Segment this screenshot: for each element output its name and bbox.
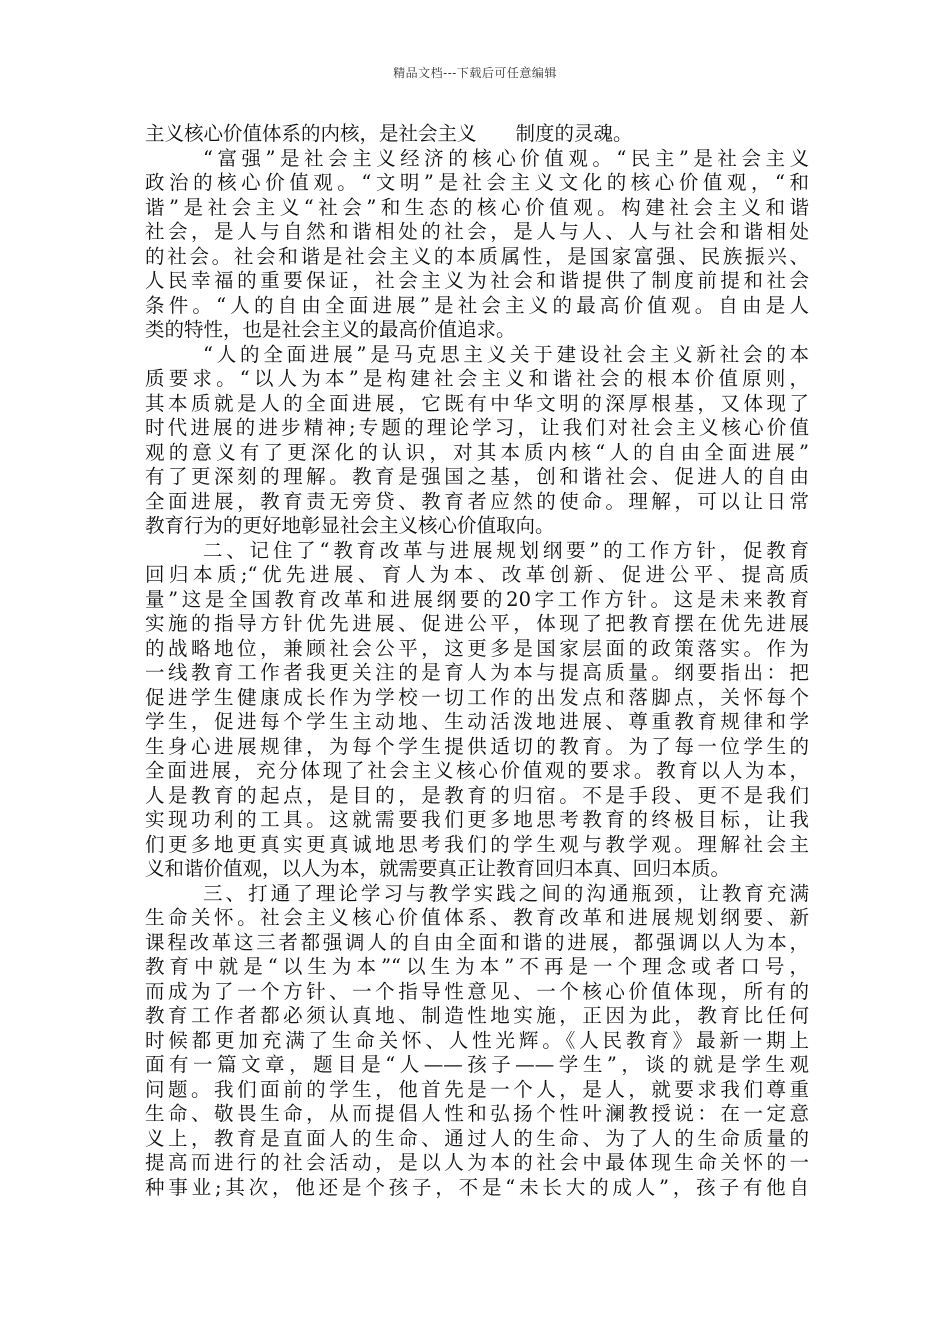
text-line: 量”这是全国教育改革和进展纲要的20字工作方针。这是未来教育 <box>145 587 809 611</box>
text-line: 教育工作者都必须认真地、制造性地实施，正因为此，教育比任何 <box>145 1004 809 1027</box>
text-line: 实现功利的工具。这就需要我们更多地思考教育的终极目标，让我 <box>145 808 809 831</box>
text-line: 课程改革这三者都强调人的自由全面和谐的进展，都强调以人为本， <box>145 930 809 954</box>
text-line: 三、打通了理论学习与教学实践之间的沟通瓶颈，让教育充满 <box>203 881 809 905</box>
text-line: 促进学生健康成长作为学校一切工作的出发点和落脚点，关怀每个 <box>145 685 809 709</box>
text-line: 问题。我们面前的学生，他首先是一个人，是人，就要求我们尊重 <box>145 1077 809 1101</box>
page-header: 精品文档---下载后可任意编辑 <box>393 66 557 80</box>
text-line: 类的特性，也是社会主义的最高价值追求。 <box>145 318 516 341</box>
text-line: 人是教育的起点，是目的，是教育的归宿。不是手段、更不是我们 <box>145 783 809 807</box>
text-line: 实施的指导方针优先进展、促进公平，体现了把教育摆在优先进展 <box>145 612 809 635</box>
text-line: 全面进展，充分体现了社会主义核心价值观的要求。教育以人为本， <box>145 759 809 782</box>
text-line: 教育中就是“以生为本”“以生为本”不再是一个理念或者口号， <box>145 955 809 978</box>
paragraph <box>145 539 809 882</box>
text-line: 有了更深刻的理解。教育是强国之基，创和谐社会、促进人的自由 <box>145 465 809 488</box>
text-line: 种事业;其次，他还是个孩子，不是“未长大的成人”，孩子有他自 <box>145 1175 809 1199</box>
text-line: 面有一篇文章，题目是“人——孩子——学生”，谈的就是学生观 <box>145 1053 809 1076</box>
text-line: “富强”是社会主义经济的核心价值观。“民主”是社会主义 <box>203 146 809 170</box>
text-line: 条件。“人的自由全面进展”是社会主义的最高价值观。自由是人 <box>145 293 809 317</box>
text-line: 义上，教育是直面人的生命、通过人的生命、为了人的生命质量的 <box>145 1126 809 1150</box>
text-line: 学生，促进每个学生主动地、生动活泼地进展、尊重教育规律和学 <box>145 710 809 733</box>
text-line: 生身心进展规律，为每个学生提供适切的教育。为了每一位学生的 <box>145 734 809 758</box>
text-line: 社会，是人与自然和谐相处的社会，是人与人、人与社会和谐相处 <box>145 220 809 243</box>
text-line: 质要求。“以人为本”是构建社会主义和谐社会的根本价值原则， <box>145 367 809 390</box>
text-line: 谐”是社会主义“社会”和生态的核心价值观。构建社会主义和谐 <box>145 195 809 219</box>
text-line: 政治的核心价值观。“文明”是社会主义文化的核心价值观，“和 <box>145 171 809 194</box>
text-line: 时代进展的进步精神;专题的理论学习，让我们对社会主义核心价值 <box>145 416 809 439</box>
text-line: 们更多地更真实更真诚地思考我们的学生观与教学观。理解社会主 <box>145 832 809 856</box>
text-line: 义和谐价值观，以人为本，就需要真正让教育回归本真、回归本质。 <box>145 857 731 880</box>
text-line: 教育行为的更好地彰显社会主义核心价值取向。 <box>145 514 555 537</box>
paragraph <box>145 882 809 1201</box>
paragraph <box>145 343 809 539</box>
text-line: 二、记住了“教育改革与进展规划纲要”的工作方针，促教育 <box>203 538 809 562</box>
text-line: “人的全面进展”是马克思主义关于建设社会主义新社会的本 <box>203 342 809 366</box>
text-line: 的战略地位，兼顾社会公平，这更多是国家层面的政策落实。作为 <box>145 636 809 660</box>
text-line: 提高而进行的社会活动，是以人为本的社会中最体现生命关怀的一 <box>145 1151 809 1174</box>
text-line: 人民幸福的重要保证，社会主义为社会和谐提供了制度前提和社会 <box>145 269 809 292</box>
text-line: 主义核心价值体系的内核，是社会主义 制度的灵魂。 <box>145 122 633 145</box>
text-line: 观的意义有了更深化的认识，对其本质内核“人的自由全面进展” <box>145 440 809 464</box>
text-line: 回归本质;“优先进展、育人为本、改革创新、促进公平、提高质 <box>145 563 809 586</box>
text-line: 而成为了一个方针、一个指导性意见、一个核心价值体现，所有的 <box>145 979 809 1003</box>
text-line: 一线教育工作者我更关注的是育人为本与提高质量。纲要指出：把 <box>145 661 809 684</box>
text-line: 的社会。社会和谐是社会主义的本质属性，是国家富强、民族振兴、 <box>145 244 809 268</box>
document-body <box>145 122 809 1200</box>
text-line: 生命、敬畏生命，从而提倡人性和弘扬个性叶澜教授说：在一定意 <box>145 1102 809 1125</box>
text-line: 全面进展，教育责无旁贷、教育者应然的使命。理解，可以让日常 <box>145 489 809 513</box>
text-line: 其本质就是人的全面进展，它既有中华文明的深厚根基，又体现了 <box>145 391 809 415</box>
paragraph <box>145 147 809 343</box>
text-line: 生命关怀。社会主义核心价值体系、教育改革和进展规划纲要、新 <box>145 906 809 929</box>
paragraph <box>145 122 809 147</box>
text-line: 时候都更加充满了生命关怀、人性光辉。《人民教育》最新一期上 <box>145 1028 809 1052</box>
